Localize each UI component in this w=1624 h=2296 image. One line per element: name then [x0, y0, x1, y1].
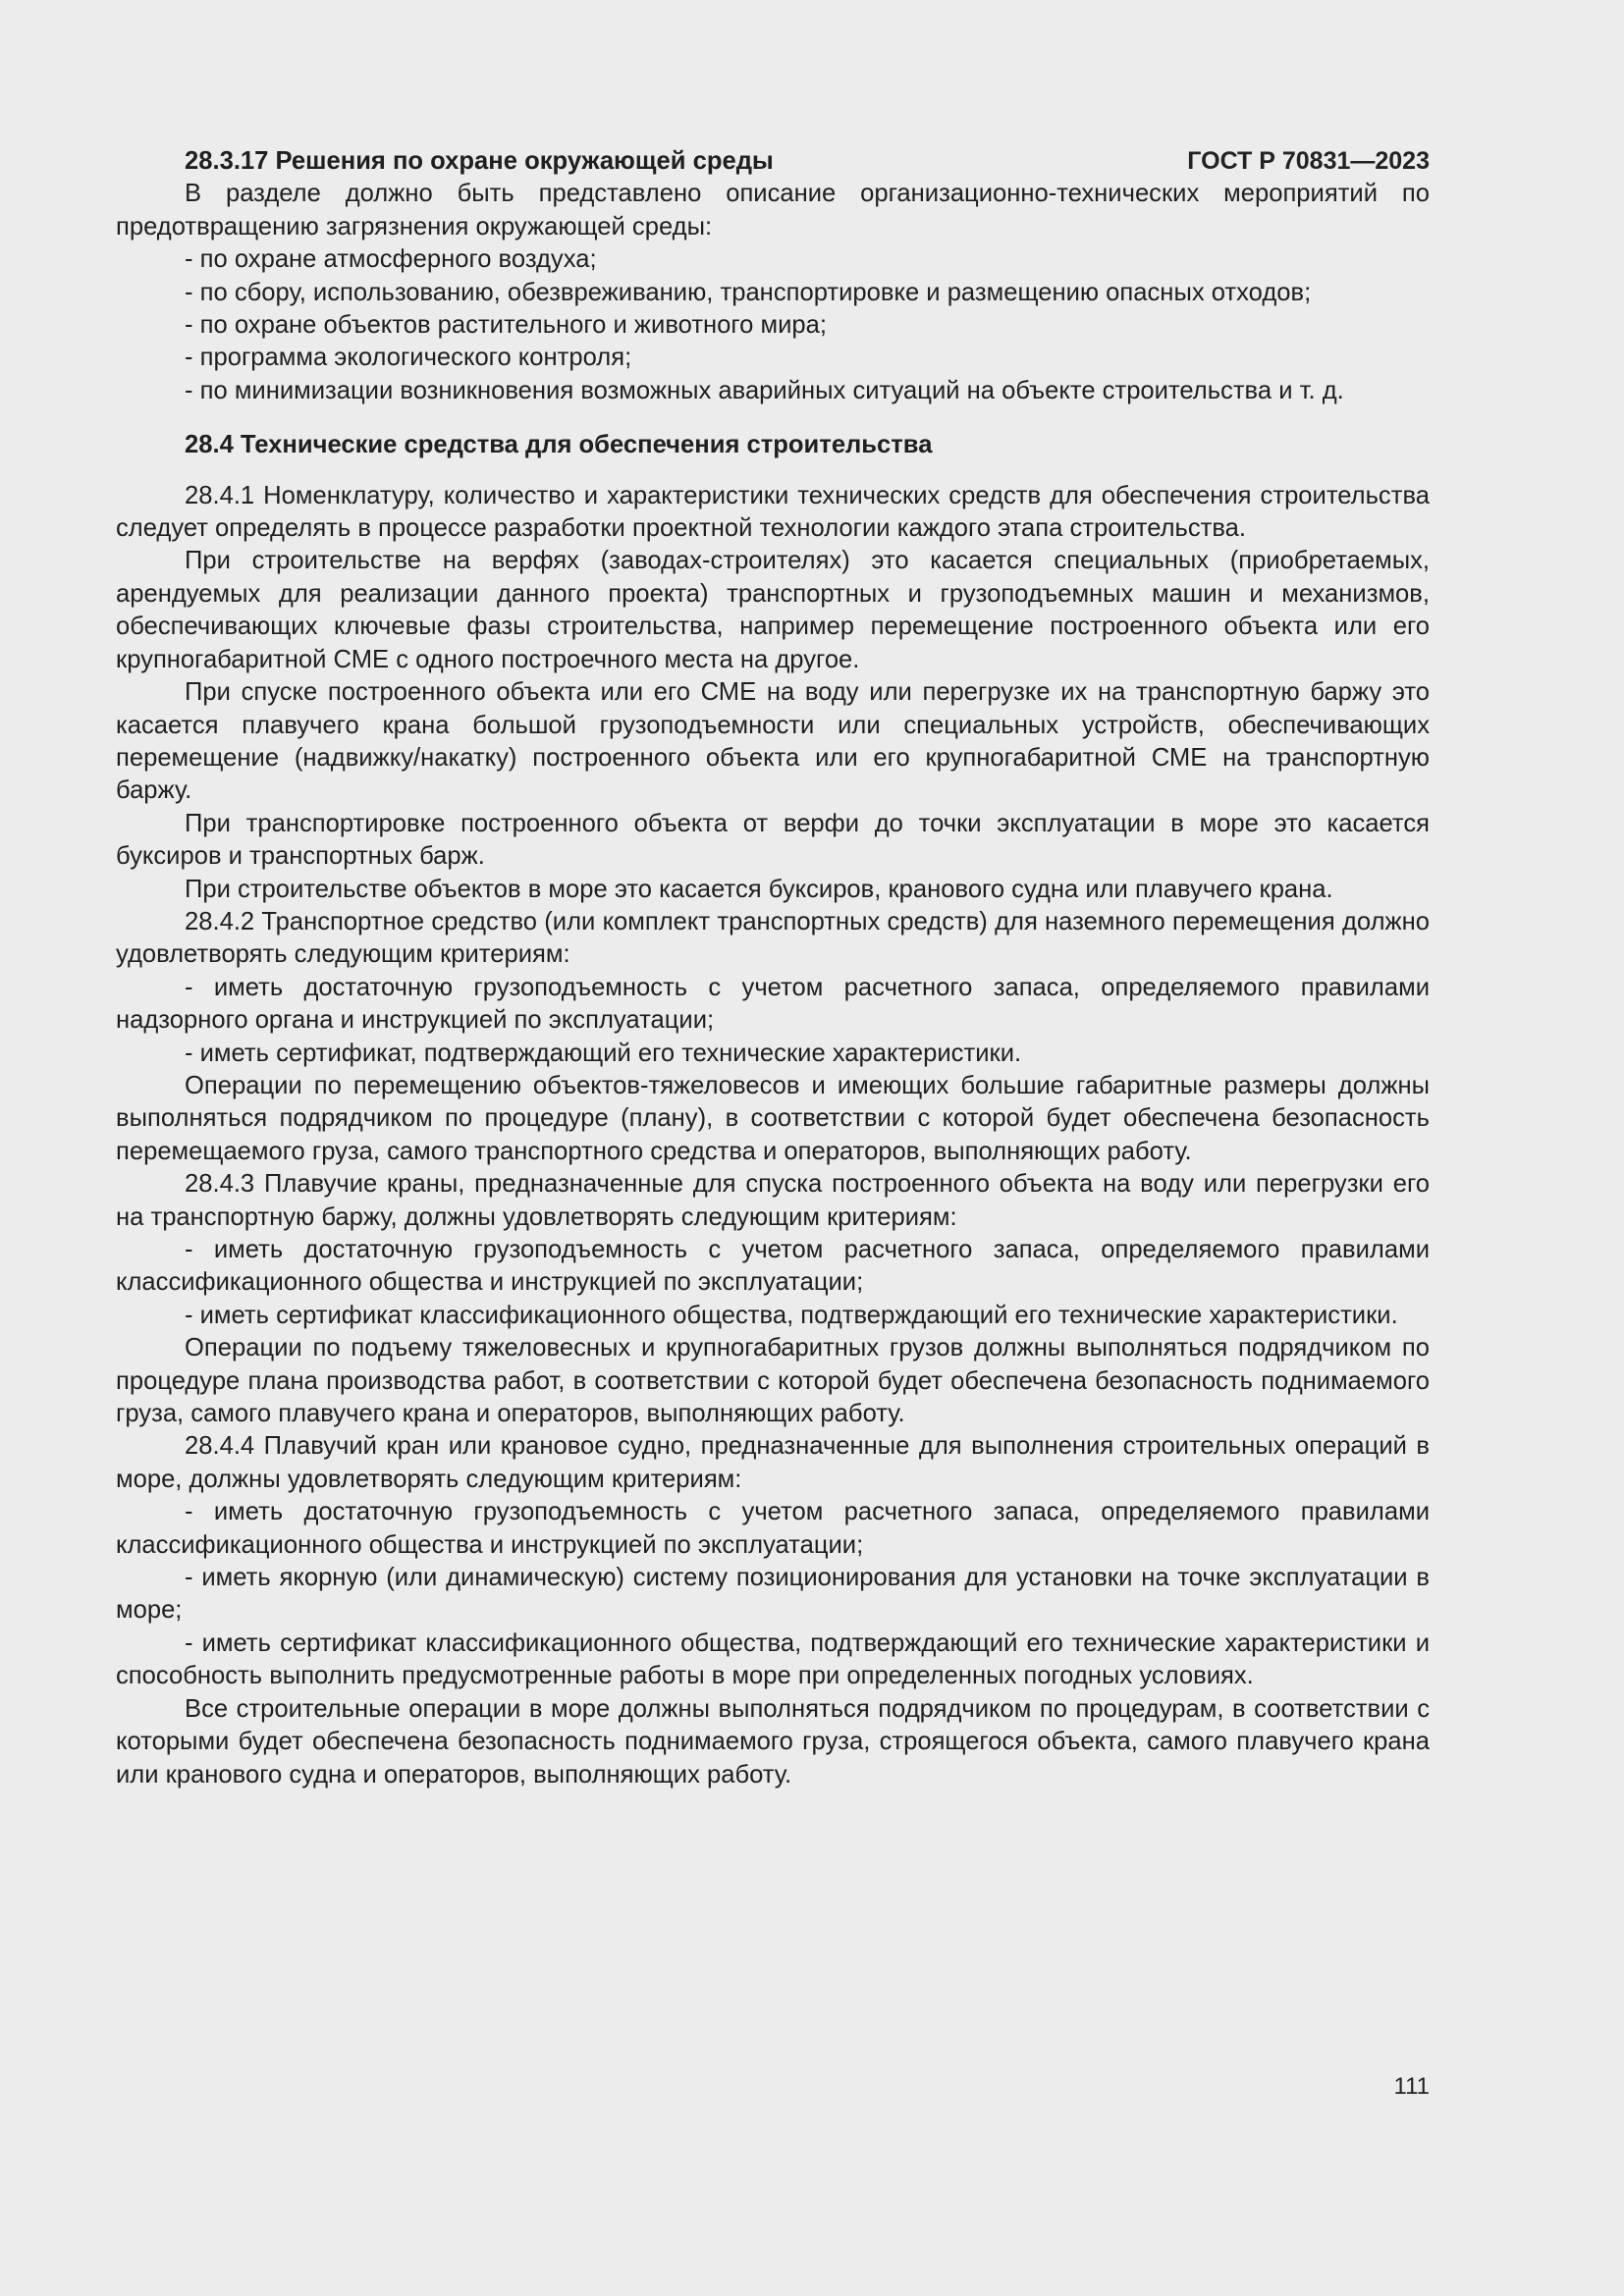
paragraph: При спуске построенного объекта или его СМЕ на воду или перегрузке их на транспортную баржу это касается плавучего крана большой грузоподъемности или специальных устройств, обеспечивающих перемещение (надвижку/накатку) построенного объекта или его крупногабаритной СМЕ на транспортную баржу.	[116, 678, 1430, 805]
list-item: - иметь достаточную грузоподъемность с учетом расчетного запаса, определяемого правилами классификационного общества и инструкцией по эксплуатации;	[116, 1498, 1430, 1559]
list-item: - по минимизации возникновения возможных аварийных ситуаций на объекте строительства и т. д.	[185, 376, 1344, 404]
document-code: ГОСТ Р 70831—2023	[1187, 147, 1430, 175]
section-heading: 28.3.17 Решения по охране окружающей среды	[185, 147, 774, 175]
page-number: 111	[1393, 2073, 1430, 2100]
list-item: - иметь сертификат, подтверждающий его технические характеристики.	[185, 1039, 1022, 1067]
paragraph: В разделе должно быть представлено описание организационно-технических мероприятий по предотвращению загрязнения окружающей среды:	[116, 180, 1430, 240]
paragraph: 28.4.4 Плавучий кран или крановое судно, предназначенные для выполнения строительных операций в море, должны удовлетворять следующим критериям:	[116, 1432, 1430, 1493]
section-heading: 28.4 Технические средства для обеспечения строительства	[185, 431, 933, 459]
paragraph: Все строительные операции в море должны выполняться подрядчиком по процедурам, в соответствии с которыми будет обеспечена безопасность поднимаемого груза, строящегося объекта, самого плавучего крана или кранового судна и операторов, выполняющих работу.	[116, 1694, 1430, 1789]
document-body	[116, 145, 1430, 1791]
list-item: - программа экологического контроля;	[185, 344, 632, 372]
paragraph: Операции по перемещению объектов-тяжеловесов и имеющих большие габаритные размеры должны выполняться подрядчиком по процедуре (плану), в соответствии с которой будет обеспечена безопасность перемещаемого груза, самого транспортного средства и операторов, выполняющих работу.	[116, 1071, 1430, 1165]
list-item: - по охране атмосферного воздуха;	[185, 245, 597, 274]
paragraph: При строительстве на верфях (заводах-строителях) это касается специальных (приобретаемых, арендуемых для реализации данного проекта) транспортных и грузоподъемных машин и механизмов, обеспечивающих ключевые фазы строительства, например перемещение построенного объекта или его крупногабаритной СМЕ с одного построечного места на другое.	[116, 547, 1430, 673]
paragraph: 28.4.3 Плавучие краны, предназначенные для спуска построенного объекта на воду или перегрузки его на транспортную баржу, должны удовлетворять следующим критериям:	[116, 1170, 1430, 1231]
paragraph: 28.4.1 Номенклатуру, количество и характеристики технических средств для обеспечения строительства следует определять в процессе разработки проектной технологии каждого этапа строительства.	[116, 481, 1430, 543]
list-item: - иметь сертификат классификационного общества, подтверждающий его технические характеристики.	[185, 1301, 1398, 1329]
list-item: - иметь сертификат классификационного общества, подтверждающий его технические характеристики и способность выполнить предусмотренные работы в море при определенных погодных условиях.	[116, 1629, 1430, 1690]
list-item: - иметь якорную (или динамическую) систему позиционирования для установки на точке эксплуатации в море;	[116, 1564, 1430, 1625]
list-item: - иметь достаточную грузоподъемность с учетом расчетного запаса, определяемого правилами классификационного общества и инструкцией по эксплуатации;	[116, 1236, 1430, 1297]
list-item: - по охране объектов растительного и животного мира;	[185, 311, 828, 340]
list-item: - по сбору, использованию, обезвреживанию, транспортировке и размещению опасных отходов;	[185, 278, 1312, 306]
paragraph: 28.4.2 Транспортное средство (или комплект транспортных средств) для наземного перемещения должно удовлетворять следующим критериям:	[116, 907, 1430, 969]
paragraph: Операции по подъему тяжеловесных и крупногабаритных грузов должны выполняться подрядчиком по процедуре плана производства работ, в соответствии с которой будет обеспечена безопасность поднимаемого груза, самого плавучего крана и операторов, выполняющих работу.	[116, 1334, 1430, 1428]
paragraph: При строительстве объектов в море это касается буксиров, кранового судна или плавучего крана.	[185, 875, 1333, 903]
list-item: - иметь достаточную грузоподъемность с учетом расчетного запаса, определяемого правилами надзорного органа и инструкцией по эксплуатации;	[116, 973, 1430, 1035]
paragraph: При транспортировке построенного объекта от верфи до точки эксплуатации в море это касается буксиров и транспортных барж.	[116, 809, 1430, 871]
